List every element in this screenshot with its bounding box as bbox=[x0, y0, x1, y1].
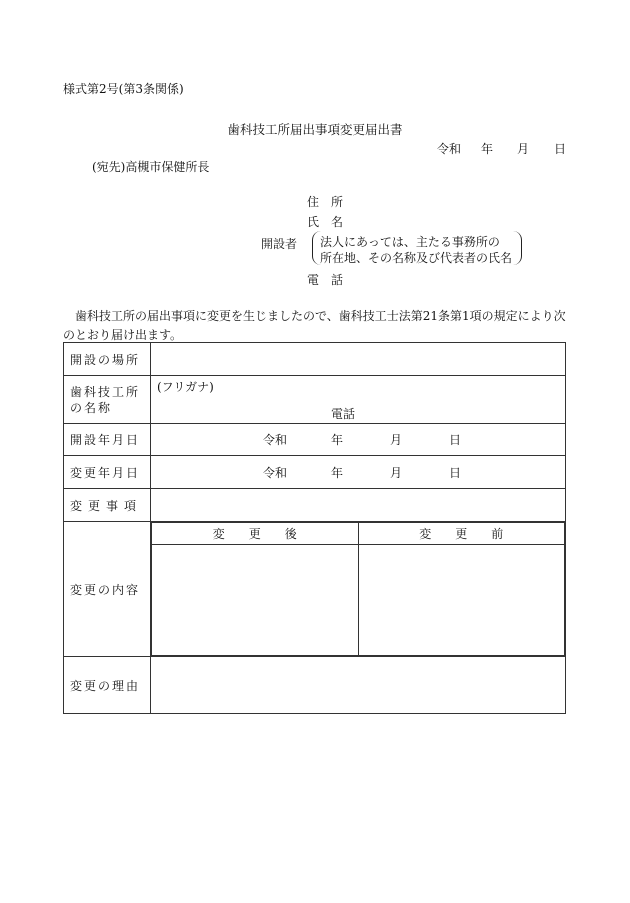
change-date-label: 変更年月日 bbox=[64, 456, 151, 489]
furigana-label: (フリガナ) bbox=[157, 380, 214, 394]
open-date-label: 開設年月日 bbox=[64, 424, 151, 456]
date-day: 日 bbox=[554, 142, 567, 156]
date-month: 月 bbox=[517, 142, 530, 156]
open-date-field[interactable] bbox=[151, 424, 566, 456]
change-date-month: 月 bbox=[390, 465, 403, 480]
founder-label: 開設者 bbox=[261, 237, 298, 251]
corporate-note-line1: 法人にあっては、主たる事務所の bbox=[320, 235, 500, 249]
open-date-era: 令和 bbox=[263, 433, 288, 447]
corporate-note-line2: 所在地、その名称及び代表者の氏名 bbox=[320, 251, 513, 265]
addressee: (宛先)高槻市保健所長 bbox=[92, 160, 210, 174]
change-item-label: 変更事項 bbox=[64, 489, 151, 522]
change-date-field[interactable] bbox=[151, 456, 566, 489]
change-form-table bbox=[63, 342, 566, 714]
location-label: 開設の場所 bbox=[64, 343, 151, 376]
before-header: 変 更 前 bbox=[358, 523, 565, 545]
change-date-year: 年 bbox=[331, 465, 344, 480]
change-content-subtable bbox=[151, 522, 565, 656]
after-header: 変 更 後 bbox=[152, 523, 359, 545]
date-year: 年 bbox=[481, 142, 494, 156]
change-date-era: 令和 bbox=[263, 465, 288, 480]
form-number: 様式第2号(第3条関係) bbox=[63, 82, 184, 96]
open-date-year: 年 bbox=[331, 433, 344, 447]
date-era: 令和 bbox=[437, 142, 462, 156]
reason-field[interactable] bbox=[151, 657, 566, 714]
telephone-label: 電 話 bbox=[307, 273, 344, 287]
submission-date bbox=[437, 140, 566, 157]
lab-name-label bbox=[64, 376, 151, 424]
lab-tel-label: 電話 bbox=[331, 407, 356, 421]
name-label: 氏 名 bbox=[307, 215, 344, 229]
address-label: 住 所 bbox=[307, 195, 344, 209]
before-content-field[interactable] bbox=[358, 545, 565, 656]
reason-label: 変更の理由 bbox=[64, 657, 151, 714]
declaration-text: 歯科技工所の届出事項に変更を生じましたので、歯科技工士法第21条第1項の規定により次のとおり届け出ます。 bbox=[63, 309, 566, 342]
change-content-label: 変更の内容 bbox=[64, 522, 151, 657]
change-date-day: 日 bbox=[449, 465, 462, 480]
open-date-day: 日 bbox=[449, 433, 462, 447]
change-item-field[interactable] bbox=[151, 489, 566, 522]
lab-name-label-line1: 歯科技工所 bbox=[70, 384, 141, 399]
lab-name-field[interactable] bbox=[151, 376, 566, 424]
document-title: 歯科技工所届出事項変更届出書 bbox=[227, 122, 403, 137]
open-date-month: 月 bbox=[390, 433, 403, 447]
lab-name-label-line2: の名称 bbox=[70, 400, 113, 415]
location-field[interactable] bbox=[151, 343, 566, 376]
after-content-field[interactable] bbox=[152, 545, 359, 656]
